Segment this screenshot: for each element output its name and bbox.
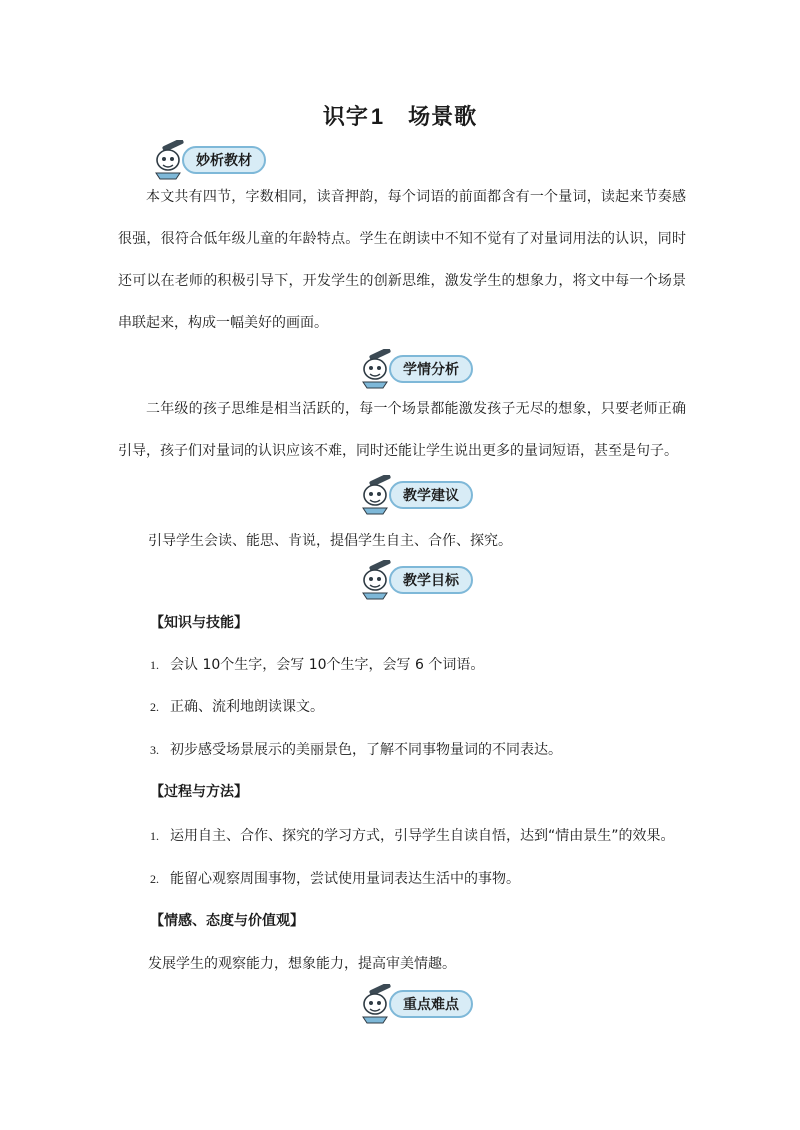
learning-paragraph: 二年级的孩子思维是相当活跃的，每一个场景都能激发孩子无尽的想象，只要老师正确引导，孩子们对量词的认识应该不难，同时还能让学生说出更多的量词短语，甚至是句子。 xyxy=(118,401,686,459)
list-item xyxy=(150,868,520,888)
list-number: 3. xyxy=(150,743,159,757)
title-text: 识字 xyxy=(322,105,369,130)
badge-learning-label: 学情分析 xyxy=(389,355,473,383)
list-number: 2. xyxy=(150,700,159,714)
mascot-icon xyxy=(355,560,395,600)
emotion-text: 发展学生的观察能力，想象能力，提高审美情趣。 xyxy=(148,956,456,972)
badge-keypoints-label: 重点难点 xyxy=(389,990,473,1018)
list-text: 正确、流利地朗读课文。 xyxy=(170,699,324,715)
badge-analysis xyxy=(148,143,266,177)
page-title xyxy=(0,100,800,131)
badge-analysis-label: 妙析教材 xyxy=(182,146,266,174)
list-number: 1. xyxy=(150,658,159,672)
badge-goals xyxy=(355,563,473,597)
list-number: 2. xyxy=(150,872,159,886)
list-item xyxy=(150,696,324,716)
list-number: 1. xyxy=(150,829,159,843)
badge-goals-label: 教学目标 xyxy=(389,566,473,594)
list-item xyxy=(150,825,675,845)
analysis-paragraph: 本文共有四节，字数相同，读音押韵，每个词语的前面都含有一个量词，读起来节奏感很强，很符合低年级儿童的年龄特点。学生在朗读中不知不觉有了对量词用法的认识，同时 还可以在老师的积极引导下，开发学生的创新思维，激发学生的想象力，将文中每一个场景 串联起来，构成一幅美好的画面。 xyxy=(118,189,686,331)
mascot-icon xyxy=(355,984,395,1024)
list-text: 能留心观察周围事物，尝试使用量词表达生活中的事物。 xyxy=(170,871,520,887)
badge-suggestion xyxy=(355,478,473,512)
section-knowledge: 【知识与技能】 xyxy=(150,615,248,631)
badge-learning xyxy=(355,352,473,386)
badge-keypoints xyxy=(355,987,473,1021)
section-emotion: 【情感、态度与价值观】 xyxy=(150,913,304,929)
mascot-icon xyxy=(355,349,395,389)
mascot-icon xyxy=(148,140,188,180)
list-text: 初步感受场景展示的美丽景色，了解不同事物量词的不同表达。 xyxy=(170,742,562,758)
section-process: 【过程与方法】 xyxy=(150,784,248,800)
list-item xyxy=(150,739,562,759)
title-subtitle: 场景歌 xyxy=(408,105,478,130)
mascot-icon xyxy=(355,475,395,515)
list-text: 会认 10个生字，会写 10个生字，会写 6 个词语。 xyxy=(170,657,485,673)
list-item xyxy=(150,654,484,674)
title-number: 1 xyxy=(370,104,385,129)
list-text: 运用自主、合作、探究的学习方式，引导学生自读自悟，达到“情由景生”的效果。 xyxy=(170,828,675,844)
suggestion-text: 引导学生会读、能思、肯说，提倡学生自主、合作、探究。 xyxy=(148,533,512,549)
badge-suggestion-label: 教学建议 xyxy=(389,481,473,509)
